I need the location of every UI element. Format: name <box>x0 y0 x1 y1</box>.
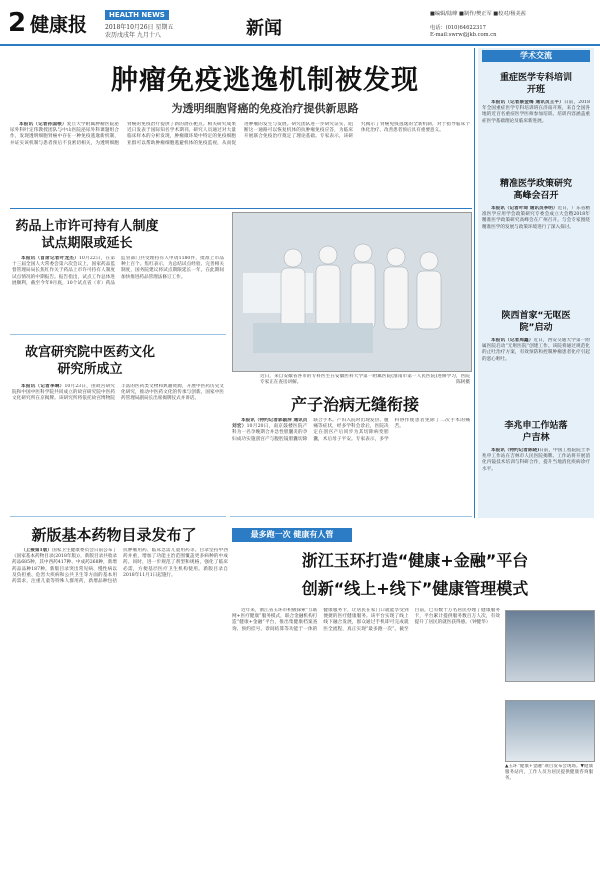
drug-byline: 本报讯（首席记者叶龙杰） <box>21 256 79 261</box>
doctors-group-icon <box>233 213 471 371</box>
phone-line: 电话：(010)64622317 <box>430 25 486 31</box>
hospital-rounds-photo <box>232 212 472 372</box>
page-number: 2 <box>8 8 27 38</box>
rule <box>10 208 472 209</box>
sidebar-block <box>482 72 590 164</box>
issue-lunar: 农历戊戌年 九月十八 <box>105 32 161 39</box>
section-name: 新闻 <box>246 18 282 39</box>
special-banner <box>232 528 352 542</box>
sidebar-block-byline: 本报讯（记者蔡金梅 通讯员王平） <box>491 100 565 105</box>
service-station-photo <box>505 700 595 762</box>
rule <box>10 334 226 335</box>
special-banner-text: 最多跑一次 健康有人管 <box>250 530 334 539</box>
sidebar-header: 学术交流 <box>482 50 590 62</box>
drug-body-text: 10月22日，在第十三届全国人大常委会第六次会议上，国家药品监督管理局局长焦红作关于药品上市许可持有人制度试点情况的中期报告。报告指出，试点工作总体进展顺利，截至今年9月底，10个试点省（市）药品监管部门共受理持有人申请1180件，批准上市品种上百个。焦红表示，为总结试点经验、完善相关制度，国务院建议将试点期限延长一年，在此期间加快推进药品管理法修订工作。 <box>12 256 224 286</box>
staff-line: ■编辑/陆峰 ■制作/樊正军 ■校对/杨美茜 <box>430 11 526 17</box>
drug-headline: 药品上市许可持有人制度试点期限或延长 <box>15 219 159 251</box>
palace-body-text: 10月23日，由故宫研究院和中国中医科学院共同成立的故宫研究院中医药文化研究所在京揭牌。该研究所将依托故宫博物院丰富的医药类文物和典籍资源，开展中医药历史文化研究，推动中医药文化的传承与创新。国家中医药管理局副局长出席揭牌仪式并讲话。 <box>12 384 224 402</box>
launch-event-photo <box>505 610 595 682</box>
sidebar-block-title: 精准医学政策研究高峰会召开 <box>499 179 572 201</box>
special-headline-2: 创新“线上+线下”健康管理模式 <box>301 579 529 598</box>
photo1-caption <box>260 374 470 388</box>
essential-headline: 新版基本药物目录发布了 <box>31 526 197 544</box>
palace-byline: 本报讯（记者李琳） <box>21 384 65 389</box>
palace-headline: 故宫研究院中医药文化研究所成立 <box>24 345 155 377</box>
lead-byline: 本报讯（记者孙国根） <box>19 122 67 127</box>
issue-date: 2018年10月26日 星期五 <box>105 24 174 31</box>
sidebar-block <box>482 178 590 306</box>
palace-body <box>12 384 224 456</box>
masthead-rule <box>0 44 600 46</box>
email-line: E-mail:swrw@jkb.com.cn <box>430 32 497 38</box>
photo2-caption: ▲玉环“健康+金融”项目发布会现场。▼健康服务站内，工作人员为居民提供健康咨询服务。 <box>505 764 593 782</box>
special-headline-1: 浙江玉环打造“健康+金融”平台 <box>301 551 529 570</box>
birth-headline: 产子治病无缝衔接 <box>290 395 419 414</box>
rule <box>10 516 226 517</box>
sidebar-block-body <box>482 100 590 164</box>
essential-byline: （上接第1版） <box>21 548 53 553</box>
sidebar-block-body <box>482 206 590 306</box>
lead-body-text: 复旦大学附属肿瘤医院泌尿外科叶定伟教授团队与中山医院泌尿外科课题组合作，发现透明细胞肾癌中存在一种免疫逃逸新机制，并证实该机制与患者预后不良密切相关，为透明细胞肾癌的免疫治疗提供了新的潜在靶点。相关研究成果近日发表于国际知名学术期刊。研究人员通过对大量临床样本的分析发现，肿瘤微环境中特定的免疫细胞亚群可以帮助肿瘤细胞逃避机体的免疫监视，从而促进肿瘤的发生与发展。研究团队进一步研究证实，阻断这一通路可以恢复机体的抗肿瘤免疫应答，为临床开展联合免疫治疗奠定了理论基础。专家表示，该研究揭示了肾癌免疫逃逸的全新机制，对于指导临床个体化治疗、改善患者预后具有重要意义。 <box>10 122 470 146</box>
sidebar-block-title: 李兆申工作站落户吉林 <box>504 421 568 443</box>
sidebar-block-byline: 本报讯（记者周鑫） <box>491 338 534 343</box>
essential-body <box>12 548 228 878</box>
lead-headline: 肿瘤免疫逃逸机制被发现 <box>111 65 419 96</box>
special-body <box>232 608 500 878</box>
sidebar-block <box>482 310 590 418</box>
birth-body-text: 10月20日，南京鼓楼医院产科为一名孕晚期合并急性胆囊炎的孕妇成功实施剖宫产与腹腔镜胆囊切除联合手术。产妇入院时出现发热、腹痛等症状，经多学科会诊后，医院决定在剖宫产后同步为其切除病变胆囊，术后母子平安。专家表示，多学科协作使患者免除了二次手术的痛苦。 <box>232 418 470 442</box>
essential-body-text: 国家卫生健康委员会日前公布了《国家基本药物目录(2018年版)》，新版目录共收录药品685种，其中西药417种、中成药268种，新增药品品种187种。新版目录突出常见病、慢性病以及负担重、危害大疾病和公共卫生等方面的基本用药需求，注重儿童等特殊人群用药，新增品种包括抗肿瘤用药、临床急需儿童用药等。目录坚持中西药并重，增加了功能主治范围覆盖更多病种的中成药。同时，进一步规范了剂型和规格，强化了临床必需，方便基层医疗卫生机构使用。新版目录自2018年11月1日起施行。 <box>12 548 228 585</box>
sidebar-block-text: 近日，广东省精准医学应用学会政策研究专委会成立大会暨2018年精准医学政策研究高峰会在广州召开。与会专家围绕精准医学的发展与政策环境进行了深入探讨。 <box>482 206 590 230</box>
sidebar-block-body <box>482 338 590 418</box>
sidebar-block-body <box>482 448 590 508</box>
rule <box>230 516 472 517</box>
sidebar-block-text: 近日，西安交通大学第一附属医院启动“无呕医院”创建工作。该院将通过规范化的止吐治疗方案，有效预防和控制肿瘤患者化疗引起的恶心呕吐。 <box>482 338 590 362</box>
birth-byline: 本报讯（特约记者郭淑萍 通讯员 刘宏） <box>232 418 308 430</box>
sidebar-block-title: 重症医学专科培训开班 <box>500 73 573 95</box>
drug-body <box>12 256 224 326</box>
sidebar-block <box>482 420 590 508</box>
masthead <box>0 0 600 46</box>
special-body-text: 近年来，浙江省玉环市积极探索“互联网+医疗健康”服务模式，联合金融机构打造“健康+金融”平台，推出集健康档案查询、预约挂号、诊间结算等功能于一体的健康服务卡，让居民在家门口就能享受到便捷的医疗健康服务。该平台实现了线上线下融合发展，群众通过手机即可完成就医全流程，真正实现“最多跑一次”。截至目前，已有数十万名居民办理了健康服务卡，平台累计提供服务数百万人次，有效提升了居民的就医获得感。 <box>232 608 500 632</box>
sidebar-block-byline: 本报讯（特约记者陈晓) <box>491 448 540 453</box>
photo1-credit: 陈轲摄 <box>456 380 470 386</box>
sidebar-block-text: 日前，2018年全国重症医学专科培训班在济南开班，来自全国各地的近百名重症医学医师参加培训。培训内容涵盖重症医学基础理论及临床新进展。 <box>482 100 590 124</box>
paper-en: HEALTH NEWS <box>105 10 169 20</box>
photo1-caption-text: 近日，来自安徽省各市的专科医生在安徽医科大学第一附属医院(淮南市第一人民医院)进修学习，医院专家正在查房讲解。 <box>260 374 470 386</box>
lead-subhead: 为透明细胞肾癌的免疫治疗提供新思路 <box>171 102 359 115</box>
lead-body <box>10 122 470 204</box>
sidebar-block-byline: 本报讯（记者叶琦 通讯员李明） <box>491 206 558 211</box>
sidebar-block-title: 陕西首家“无呕医院”启动 <box>501 311 571 333</box>
sidebar-block-text: 日前，中国工程院院士李兆申工作站在吉林市人民医院揭牌。工作站将开展消化内镜技术培训与科研合作，提升当地消化疾病诊疗水平。 <box>482 448 590 472</box>
paper-name: 健康报 <box>30 14 88 36</box>
sidebar-divider <box>474 48 475 518</box>
special-footnote: （钟健华） <box>469 620 491 626</box>
birth-body <box>232 418 470 512</box>
